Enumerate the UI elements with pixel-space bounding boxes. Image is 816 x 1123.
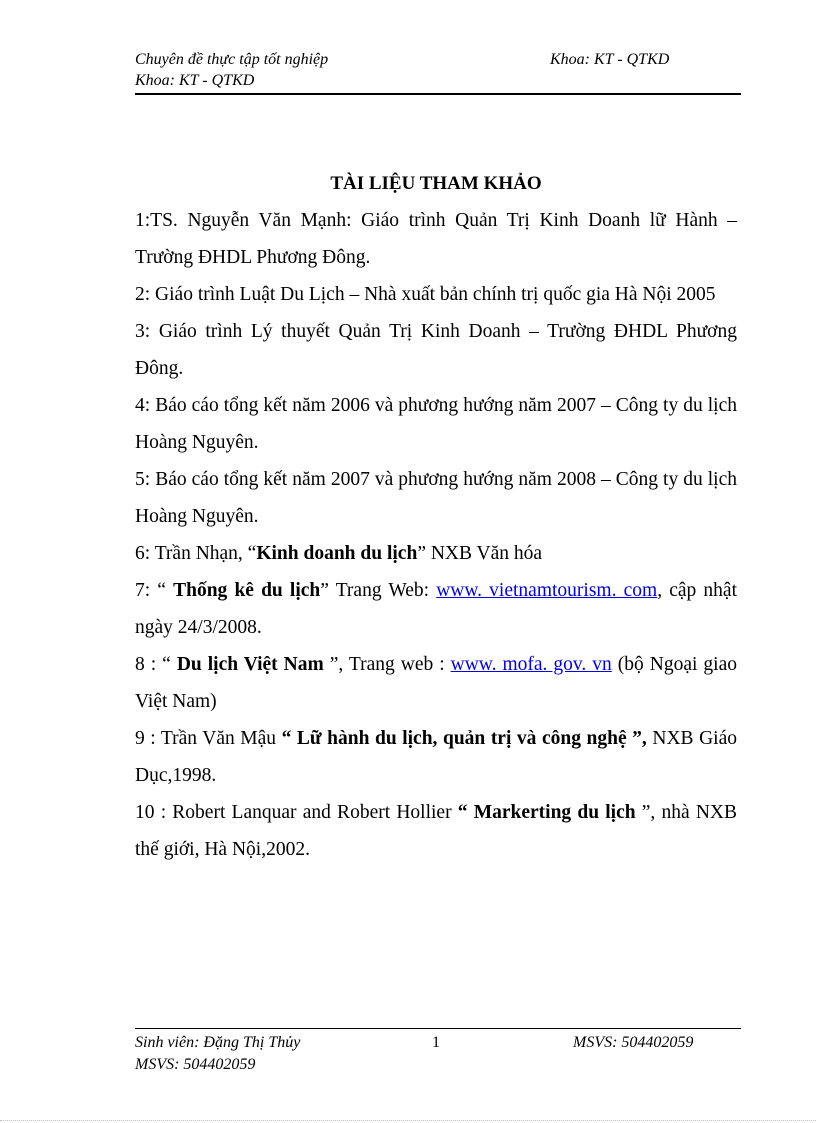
header-divider [135,93,741,95]
footer-student-name: Sinh viên: Đặng Thị Thủy [135,1034,301,1051]
reference-prefix: 7: “ [135,580,174,601]
reference-link-vietnamtourism[interactable]: www. vietnamtourism. com [436,580,658,601]
footer-student-id: MSVS: 504402059 [573,1034,694,1051]
reference-item [135,461,737,535]
reference-item [135,720,737,794]
reference-text: 2: Giáo trình Luật Du Lịch – Nhà xuất bản chính trị quốc gia Hà Nội 2005 [135,284,716,305]
reference-item [135,276,737,313]
reference-link-mofa[interactable]: www. mofa. gov. vn [450,654,612,675]
reference-middle: ”, Trang web : [329,654,451,675]
reference-bold-title: Kinh doanh du lịch [256,543,418,564]
reference-suffix: NXB Giáo Dục,1998. [135,728,737,786]
reference-middle: ” Trang Web: [320,580,437,601]
reference-text: 3: Giáo trình Lý thuyết Quản Trị Kinh Doanh – Trường ĐHDL Phương Đông. [135,321,737,379]
reference-item [135,313,737,387]
reference-bold-title: “ Lữ hành du lịch, quản trị và công nghệ ”, [281,728,647,749]
reference-suffix: , cập nhật ngày 24/3/2008. [135,580,737,638]
reference-text: 5: Báo cáo tổng kết năm 2007 và phương hướng năm 2008 – Công ty du lịch Hoàng Nguyên. [135,469,737,527]
header-faculty: Khoa: KT - QTKD [550,51,670,68]
reference-item [135,572,737,646]
reference-item [135,646,737,720]
reference-item [135,794,737,868]
reference-text: 4: Báo cáo tổng kết năm 2006 và phương hướng năm 2007 – Công ty du lịch Hoàng Nguyên. [135,395,737,453]
reference-prefix: 10 : Robert Lanquar and Robert Hollier [135,802,458,823]
page-bottom-edge [0,1120,816,1121]
footer-divider [135,1028,741,1029]
reference-suffix: ”, nhà NXB thế giới, Hà Nội,2002. [135,802,738,860]
header-thesis-title: Chuyên đề thực tập tốt nghiệp [135,51,329,68]
reference-item [135,387,737,461]
reference-prefix: 9 : Trần Văn Mậu [135,728,282,749]
header-faculty-repeat: Khoa: KT - QTKD [135,72,255,89]
reference-bold-title: Du lịch Việt Nam [176,654,330,675]
reference-list [135,202,737,868]
reference-item [135,535,737,572]
reference-text: 1:TS. Nguyễn Văn Mạnh: Giáo trình Quản Trị Kinh Doanh lữ Hành – Trường ĐHDL Phương Đông. [135,210,737,268]
reference-suffix: ” NXB Văn hóa [417,543,543,564]
reference-suffix: (bộ Ngoại giao Việt Nam) [135,654,737,712]
page-title: TÀI LIỆU THAM KHẢO [330,173,542,194]
reference-prefix: 8 : “ [135,654,177,675]
reference-bold-title: “ Markerting du lịch [457,802,642,823]
reference-prefix: 6: Trần Nhạn, “ [135,543,257,564]
footer-page-number: 1 [432,1034,440,1051]
reference-item [135,202,737,276]
footer-student-id-repeat: MSVS: 504402059 [135,1056,256,1073]
reference-bold-title: Thống kê du lịch [173,580,321,601]
